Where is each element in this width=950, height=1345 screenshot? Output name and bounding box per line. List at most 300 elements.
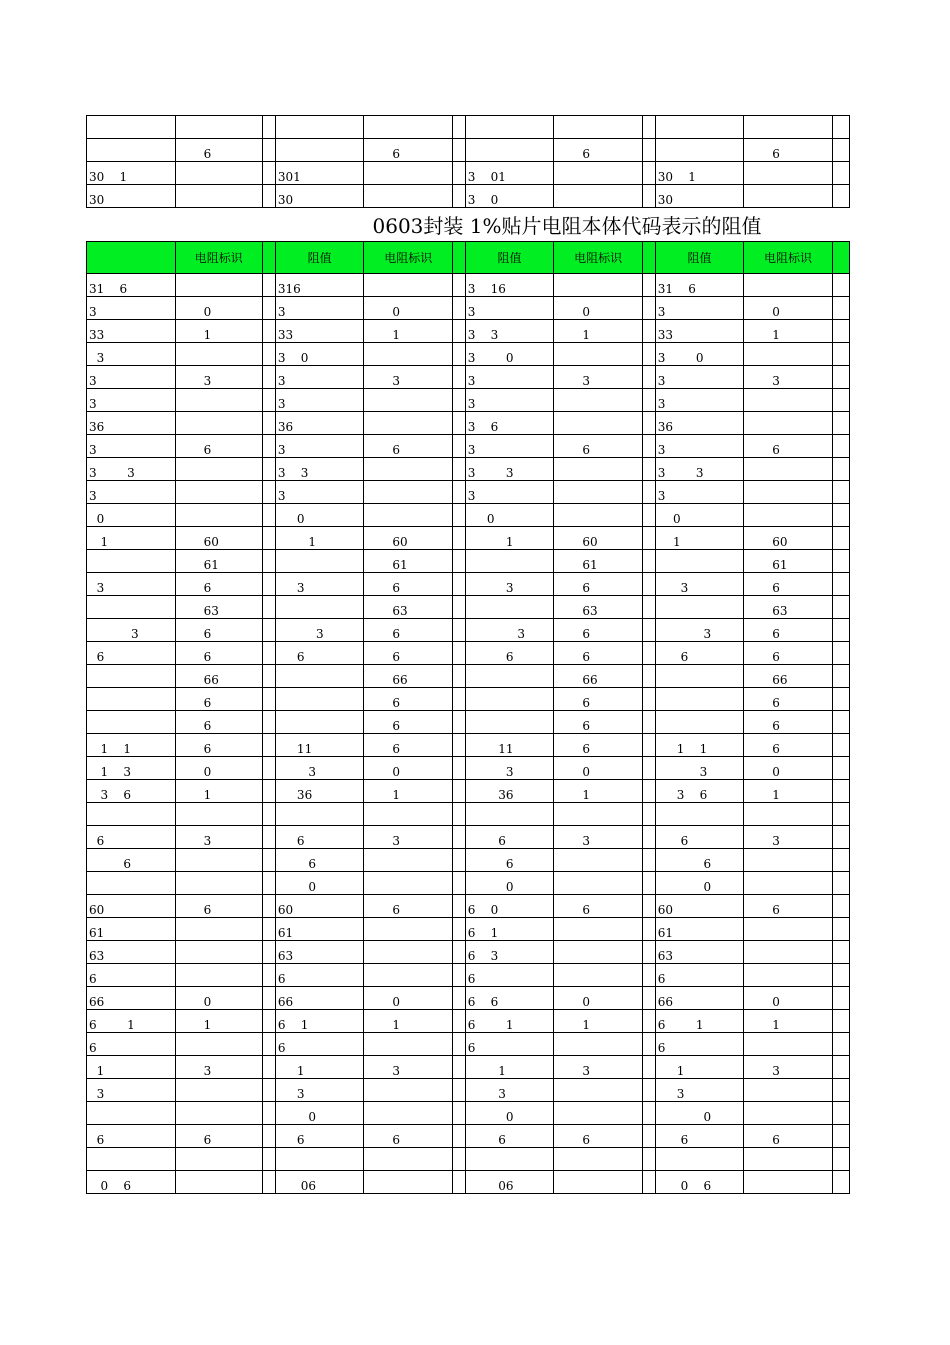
table-cell[interactable] bbox=[832, 619, 849, 642]
table-cell[interactable] bbox=[554, 162, 643, 185]
table-cell[interactable] bbox=[263, 826, 276, 849]
table-cell[interactable]: 6 bbox=[175, 139, 263, 162]
table-cell[interactable]: 6 bbox=[175, 734, 263, 757]
table-cell[interactable] bbox=[263, 527, 276, 550]
table-cell[interactable] bbox=[832, 688, 849, 711]
table-cell[interactable]: 3 bbox=[465, 297, 554, 320]
table-cell[interactable] bbox=[452, 941, 465, 964]
table-cell[interactable] bbox=[832, 849, 849, 872]
table-cell[interactable] bbox=[642, 987, 655, 1010]
table-cell[interactable]: 06 bbox=[465, 1171, 554, 1194]
table-cell[interactable]: 0 bbox=[175, 757, 263, 780]
table-cell[interactable]: 3 bbox=[465, 619, 554, 642]
table-cell[interactable]: 6 bbox=[364, 734, 453, 757]
table-cell[interactable]: 61 bbox=[275, 918, 364, 941]
table-cell[interactable] bbox=[832, 185, 849, 208]
table-cell[interactable] bbox=[452, 757, 465, 780]
table-cell[interactable]: 6 bbox=[465, 1033, 554, 1056]
table-cell[interactable] bbox=[655, 139, 744, 162]
table-cell[interactable]: 6 bbox=[275, 1125, 364, 1148]
table-cell[interactable] bbox=[832, 274, 849, 297]
table-cell[interactable]: 0 bbox=[364, 987, 453, 1010]
table-cell[interactable]: 6 bbox=[744, 619, 833, 642]
table-cell[interactable]: 60 bbox=[364, 527, 453, 550]
table-cell[interactable]: 6 bbox=[364, 573, 453, 596]
table-cell[interactable] bbox=[554, 1171, 643, 1194]
table-cell[interactable] bbox=[263, 1125, 276, 1148]
table-cell[interactable] bbox=[744, 343, 833, 366]
table-cell[interactable]: 3 bbox=[655, 435, 744, 458]
table-cell[interactable]: 3 bbox=[465, 757, 554, 780]
table-cell[interactable]: 11 bbox=[465, 734, 554, 757]
table-cell[interactable]: 3 bbox=[87, 389, 176, 412]
table-cell[interactable] bbox=[744, 803, 833, 826]
table-cell[interactable]: 3 bbox=[554, 366, 643, 389]
table-cell[interactable] bbox=[364, 185, 453, 208]
table-cell[interactable]: 6 bbox=[364, 1125, 453, 1148]
table-cell[interactable]: 6 bbox=[655, 1125, 744, 1148]
table-cell[interactable]: 0 bbox=[554, 987, 643, 1010]
table-cell[interactable]: 60 bbox=[744, 527, 833, 550]
table-cell[interactable] bbox=[364, 343, 453, 366]
table-cell[interactable] bbox=[832, 803, 849, 826]
table-cell[interactable]: 6 bbox=[744, 573, 833, 596]
table-cell[interactable] bbox=[175, 1171, 263, 1194]
table-cell[interactable] bbox=[642, 803, 655, 826]
table-cell[interactable] bbox=[465, 596, 554, 619]
table-cell[interactable] bbox=[175, 412, 263, 435]
table-cell[interactable] bbox=[452, 573, 465, 596]
table-cell[interactable] bbox=[655, 688, 744, 711]
table-cell[interactable] bbox=[554, 116, 643, 139]
table-cell[interactable]: 60 bbox=[175, 527, 263, 550]
table-cell[interactable] bbox=[642, 918, 655, 941]
table-cell[interactable] bbox=[744, 964, 833, 987]
table-cell[interactable]: 11 bbox=[275, 734, 364, 757]
table-cell[interactable] bbox=[87, 139, 176, 162]
table-cell[interactable] bbox=[263, 481, 276, 504]
table-cell[interactable] bbox=[832, 139, 849, 162]
table-cell[interactable] bbox=[832, 1148, 849, 1171]
table-cell[interactable] bbox=[263, 688, 276, 711]
table-cell[interactable] bbox=[175, 481, 263, 504]
table-cell[interactable]: 3 0 bbox=[655, 343, 744, 366]
table-cell[interactable]: 6 bbox=[554, 619, 643, 642]
table-cell[interactable]: 6 bbox=[175, 895, 263, 918]
table-cell[interactable]: 6 bbox=[465, 1125, 554, 1148]
table-cell[interactable]: 6 bbox=[655, 642, 744, 665]
table-cell[interactable]: 36 bbox=[275, 780, 364, 803]
table-cell[interactable] bbox=[175, 389, 263, 412]
table-cell[interactable]: 3 16 bbox=[465, 274, 554, 297]
table-cell[interactable]: 1 bbox=[175, 780, 263, 803]
table-cell[interactable] bbox=[642, 274, 655, 297]
table-cell[interactable] bbox=[452, 596, 465, 619]
table-cell[interactable]: 66 bbox=[364, 665, 453, 688]
table-cell[interactable] bbox=[263, 162, 276, 185]
table-cell[interactable] bbox=[655, 596, 744, 619]
table-cell[interactable]: 36 bbox=[655, 412, 744, 435]
table-cell[interactable]: 3 bbox=[275, 619, 364, 642]
table-cell[interactable]: 0 bbox=[655, 504, 744, 527]
table-cell[interactable]: 6 bbox=[364, 895, 453, 918]
table-cell[interactable]: 3 01 bbox=[465, 162, 554, 185]
table-cell[interactable]: 6 bbox=[175, 688, 263, 711]
table-cell[interactable]: 6 bbox=[275, 1033, 364, 1056]
table-cell[interactable] bbox=[364, 849, 453, 872]
table-cell[interactable] bbox=[465, 803, 554, 826]
table-cell[interactable] bbox=[554, 458, 643, 481]
table-cell[interactable] bbox=[452, 1171, 465, 1194]
table-cell[interactable] bbox=[744, 1171, 833, 1194]
table-cell[interactable]: 3 0 bbox=[275, 343, 364, 366]
table-cell[interactable] bbox=[364, 458, 453, 481]
table-cell[interactable]: 3 bbox=[175, 826, 263, 849]
table-cell[interactable]: 6 bbox=[744, 642, 833, 665]
table-cell[interactable] bbox=[642, 389, 655, 412]
table-cell[interactable]: 6 6 bbox=[465, 987, 554, 1010]
table-cell[interactable] bbox=[832, 504, 849, 527]
table-cell[interactable] bbox=[642, 826, 655, 849]
table-cell[interactable]: 63 bbox=[655, 941, 744, 964]
table-cell[interactable]: 3 6 bbox=[87, 780, 176, 803]
table-cell[interactable]: 3 bbox=[175, 1056, 263, 1079]
table-cell[interactable] bbox=[452, 918, 465, 941]
table-cell[interactable] bbox=[832, 412, 849, 435]
table-cell[interactable]: 6 bbox=[87, 642, 176, 665]
table-cell[interactable] bbox=[87, 711, 176, 734]
table-cell[interactable]: 60 bbox=[655, 895, 744, 918]
table-cell[interactable] bbox=[263, 412, 276, 435]
table-cell[interactable]: 3 bbox=[744, 826, 833, 849]
table-cell[interactable] bbox=[275, 711, 364, 734]
table-cell[interactable] bbox=[642, 343, 655, 366]
table-cell[interactable] bbox=[263, 803, 276, 826]
table-cell[interactable] bbox=[175, 458, 263, 481]
table-cell[interactable] bbox=[554, 964, 643, 987]
table-cell[interactable]: 6 1 bbox=[87, 1010, 176, 1033]
table-cell[interactable]: 6 bbox=[364, 688, 453, 711]
table-cell[interactable] bbox=[554, 1033, 643, 1056]
table-cell[interactable] bbox=[832, 642, 849, 665]
table-cell[interactable] bbox=[744, 1148, 833, 1171]
table-cell[interactable] bbox=[642, 1171, 655, 1194]
table-cell[interactable] bbox=[364, 1033, 453, 1056]
table-cell[interactable] bbox=[263, 435, 276, 458]
table-cell[interactable] bbox=[87, 550, 176, 573]
table-cell[interactable]: 6 bbox=[364, 435, 453, 458]
table-cell[interactable] bbox=[263, 139, 276, 162]
table-cell[interactable]: 6 bbox=[87, 826, 176, 849]
table-cell[interactable] bbox=[832, 435, 849, 458]
table-cell[interactable] bbox=[263, 366, 276, 389]
table-cell[interactable] bbox=[452, 1079, 465, 1102]
table-cell[interactable]: 6 bbox=[87, 1033, 176, 1056]
table-cell[interactable]: 1 bbox=[364, 320, 453, 343]
table-cell[interactable] bbox=[175, 116, 263, 139]
table-cell[interactable]: 3 bbox=[87, 435, 176, 458]
table-cell[interactable] bbox=[275, 665, 364, 688]
table-cell[interactable]: 3 bbox=[554, 1056, 643, 1079]
table-cell[interactable] bbox=[275, 803, 364, 826]
table-cell[interactable] bbox=[554, 412, 643, 435]
table-cell[interactable] bbox=[642, 596, 655, 619]
table-cell[interactable] bbox=[87, 665, 176, 688]
table-cell[interactable] bbox=[465, 550, 554, 573]
table-cell[interactable] bbox=[452, 826, 465, 849]
table-cell[interactable] bbox=[175, 964, 263, 987]
table-cell[interactable] bbox=[452, 895, 465, 918]
table-cell[interactable] bbox=[832, 987, 849, 1010]
table-cell[interactable] bbox=[642, 185, 655, 208]
table-cell[interactable]: 6 bbox=[465, 642, 554, 665]
table-cell[interactable]: 1 bbox=[364, 1010, 453, 1033]
table-cell[interactable]: 3 bbox=[87, 573, 176, 596]
table-cell[interactable]: 30 1 bbox=[655, 162, 744, 185]
table-cell[interactable] bbox=[452, 711, 465, 734]
table-cell[interactable] bbox=[364, 481, 453, 504]
table-cell[interactable]: 6 bbox=[364, 139, 453, 162]
table-cell[interactable] bbox=[452, 343, 465, 366]
table-cell[interactable]: 6 bbox=[465, 849, 554, 872]
table-cell[interactable]: 3 bbox=[655, 297, 744, 320]
table-cell[interactable] bbox=[465, 688, 554, 711]
table-cell[interactable]: 0 bbox=[364, 757, 453, 780]
table-cell[interactable] bbox=[87, 1102, 176, 1125]
table-cell[interactable]: 3 0 bbox=[465, 343, 554, 366]
table-cell[interactable]: 1 1 bbox=[655, 734, 744, 757]
table-cell[interactable] bbox=[263, 734, 276, 757]
table-cell[interactable]: 3 bbox=[87, 619, 176, 642]
table-cell[interactable] bbox=[87, 688, 176, 711]
table-cell[interactable] bbox=[87, 872, 176, 895]
table-cell[interactable] bbox=[744, 849, 833, 872]
table-cell[interactable] bbox=[554, 872, 643, 895]
table-cell[interactable] bbox=[452, 527, 465, 550]
table-cell[interactable]: 6 bbox=[364, 619, 453, 642]
table-cell[interactable]: 6 bbox=[175, 573, 263, 596]
table-cell[interactable] bbox=[642, 1079, 655, 1102]
table-cell[interactable] bbox=[832, 1125, 849, 1148]
table-cell[interactable]: 6 bbox=[554, 1125, 643, 1148]
table-cell[interactable] bbox=[263, 941, 276, 964]
table-cell[interactable]: 0 bbox=[744, 757, 833, 780]
table-cell[interactable]: 3 bbox=[655, 389, 744, 412]
table-cell[interactable] bbox=[744, 941, 833, 964]
table-cell[interactable]: 33 bbox=[655, 320, 744, 343]
table-cell[interactable] bbox=[832, 1079, 849, 1102]
table-cell[interactable]: 6 bbox=[275, 642, 364, 665]
table-cell[interactable]: 63 bbox=[744, 596, 833, 619]
table-cell[interactable]: 6 bbox=[364, 711, 453, 734]
table-cell[interactable] bbox=[263, 665, 276, 688]
table-cell[interactable] bbox=[452, 987, 465, 1010]
table-cell[interactable]: 36 bbox=[465, 780, 554, 803]
table-cell[interactable] bbox=[452, 964, 465, 987]
table-cell[interactable] bbox=[832, 964, 849, 987]
table-cell[interactable]: 0 bbox=[655, 1102, 744, 1125]
table-cell[interactable]: 1 bbox=[744, 780, 833, 803]
table-cell[interactable] bbox=[452, 688, 465, 711]
table-cell[interactable]: 1 bbox=[655, 1056, 744, 1079]
table-cell[interactable] bbox=[554, 185, 643, 208]
table-cell[interactable] bbox=[554, 1079, 643, 1102]
table-cell[interactable]: 1 bbox=[554, 320, 643, 343]
table-cell[interactable]: 3 bbox=[87, 343, 176, 366]
table-cell[interactable] bbox=[655, 711, 744, 734]
table-cell[interactable] bbox=[642, 366, 655, 389]
table-cell[interactable]: 61 bbox=[364, 550, 453, 573]
table-cell[interactable] bbox=[642, 1148, 655, 1171]
table-cell[interactable] bbox=[832, 343, 849, 366]
table-cell[interactable] bbox=[832, 665, 849, 688]
table-cell[interactable] bbox=[642, 941, 655, 964]
table-cell[interactable] bbox=[642, 527, 655, 550]
table-cell[interactable] bbox=[175, 803, 263, 826]
table-cell[interactable] bbox=[452, 504, 465, 527]
table-cell[interactable]: 3 bbox=[87, 481, 176, 504]
table-cell[interactable] bbox=[175, 918, 263, 941]
table-cell[interactable]: 1 bbox=[364, 780, 453, 803]
table-cell[interactable]: 3 bbox=[655, 757, 744, 780]
table-cell[interactable] bbox=[744, 872, 833, 895]
table-cell[interactable]: 6 bbox=[554, 642, 643, 665]
table-cell[interactable] bbox=[452, 297, 465, 320]
table-cell[interactable] bbox=[87, 596, 176, 619]
table-cell[interactable] bbox=[364, 1102, 453, 1125]
table-cell[interactable] bbox=[263, 504, 276, 527]
table-cell[interactable]: 3 bbox=[744, 1056, 833, 1079]
table-cell[interactable] bbox=[832, 297, 849, 320]
table-cell[interactable] bbox=[744, 162, 833, 185]
table-cell[interactable]: 30 bbox=[655, 185, 744, 208]
table-cell[interactable] bbox=[263, 320, 276, 343]
table-cell[interactable]: 6 0 bbox=[465, 895, 554, 918]
table-cell[interactable]: 0 bbox=[275, 504, 364, 527]
table-cell[interactable] bbox=[744, 389, 833, 412]
table-cell[interactable]: 66 bbox=[275, 987, 364, 1010]
table-cell[interactable]: 0 bbox=[744, 297, 833, 320]
table-cell[interactable] bbox=[642, 1056, 655, 1079]
table-cell[interactable]: 6 bbox=[744, 1125, 833, 1148]
table-cell[interactable] bbox=[554, 918, 643, 941]
table-cell[interactable]: 6 bbox=[655, 826, 744, 849]
table-cell[interactable]: 63 bbox=[175, 596, 263, 619]
table-cell[interactable] bbox=[744, 116, 833, 139]
table-cell[interactable]: 61 bbox=[554, 550, 643, 573]
table-cell[interactable]: 6 bbox=[364, 642, 453, 665]
table-cell[interactable] bbox=[452, 642, 465, 665]
table-cell[interactable]: 3 bbox=[465, 366, 554, 389]
table-cell[interactable]: 36 bbox=[275, 412, 364, 435]
table-cell[interactable] bbox=[642, 964, 655, 987]
table-cell[interactable] bbox=[364, 964, 453, 987]
table-cell[interactable]: 6 bbox=[554, 711, 643, 734]
table-cell[interactable]: 0 6 bbox=[655, 1171, 744, 1194]
table-cell[interactable] bbox=[642, 1010, 655, 1033]
table-cell[interactable] bbox=[642, 1102, 655, 1125]
table-cell[interactable] bbox=[263, 619, 276, 642]
table-cell[interactable]: 30 bbox=[275, 185, 364, 208]
table-cell[interactable]: 6 bbox=[744, 711, 833, 734]
table-cell[interactable]: 66 bbox=[554, 665, 643, 688]
table-cell[interactable]: 3 6 bbox=[465, 412, 554, 435]
table-cell[interactable] bbox=[263, 1148, 276, 1171]
table-cell[interactable] bbox=[832, 918, 849, 941]
table-cell[interactable] bbox=[263, 1010, 276, 1033]
table-cell[interactable] bbox=[642, 849, 655, 872]
table-cell[interactable] bbox=[452, 116, 465, 139]
table-cell[interactable] bbox=[175, 274, 263, 297]
table-cell[interactable]: 6 bbox=[275, 849, 364, 872]
table-cell[interactable]: 3 bbox=[275, 366, 364, 389]
table-cell[interactable] bbox=[642, 162, 655, 185]
table-cell[interactable] bbox=[275, 116, 364, 139]
table-cell[interactable]: 61 bbox=[87, 918, 176, 941]
table-cell[interactable]: 61 bbox=[655, 918, 744, 941]
table-cell[interactable]: 1 bbox=[744, 320, 833, 343]
table-cell[interactable] bbox=[655, 1148, 744, 1171]
table-cell[interactable]: 6 3 bbox=[465, 941, 554, 964]
table-cell[interactable] bbox=[263, 1033, 276, 1056]
table-cell[interactable] bbox=[655, 116, 744, 139]
table-cell[interactable]: 3 0 bbox=[465, 185, 554, 208]
table-cell[interactable] bbox=[832, 481, 849, 504]
table-cell[interactable] bbox=[832, 1056, 849, 1079]
table-cell[interactable]: 301 bbox=[275, 162, 364, 185]
table-cell[interactable]: 3 bbox=[364, 826, 453, 849]
table-cell[interactable]: 3 bbox=[275, 1079, 364, 1102]
table-cell[interactable] bbox=[175, 1148, 263, 1171]
table-cell[interactable] bbox=[744, 458, 833, 481]
table-cell[interactable] bbox=[263, 780, 276, 803]
table-cell[interactable]: 0 bbox=[87, 504, 176, 527]
table-cell[interactable] bbox=[642, 504, 655, 527]
table-cell[interactable]: 60 bbox=[87, 895, 176, 918]
table-cell[interactable] bbox=[263, 185, 276, 208]
table-cell[interactable]: 3 bbox=[364, 366, 453, 389]
table-cell[interactable] bbox=[263, 1079, 276, 1102]
table-cell[interactable]: 6 bbox=[554, 688, 643, 711]
table-cell[interactable] bbox=[263, 274, 276, 297]
table-cell[interactable] bbox=[554, 1102, 643, 1125]
table-cell[interactable] bbox=[175, 1079, 263, 1102]
table-cell[interactable] bbox=[744, 504, 833, 527]
table-cell[interactable]: 36 bbox=[87, 412, 176, 435]
table-cell[interactable] bbox=[175, 849, 263, 872]
table-cell[interactable]: 1 3 bbox=[87, 757, 176, 780]
table-cell[interactable] bbox=[642, 734, 655, 757]
table-cell[interactable] bbox=[263, 596, 276, 619]
table-cell[interactable] bbox=[744, 918, 833, 941]
table-cell[interactable] bbox=[452, 185, 465, 208]
table-cell[interactable]: 3 bbox=[655, 481, 744, 504]
table-cell[interactable] bbox=[364, 389, 453, 412]
table-cell[interactable] bbox=[744, 1102, 833, 1125]
table-cell[interactable]: 6 bbox=[554, 435, 643, 458]
table-cell[interactable]: 1 bbox=[275, 527, 364, 550]
table-cell[interactable] bbox=[263, 849, 276, 872]
table-cell[interactable] bbox=[175, 1033, 263, 1056]
table-cell[interactable]: 6 bbox=[554, 573, 643, 596]
table-cell[interactable]: 0 bbox=[465, 872, 554, 895]
table-cell[interactable] bbox=[744, 412, 833, 435]
table-cell[interactable]: 3 bbox=[275, 389, 364, 412]
table-cell[interactable] bbox=[554, 389, 643, 412]
table-cell[interactable]: 6 bbox=[655, 1033, 744, 1056]
table-cell[interactable] bbox=[642, 573, 655, 596]
table-cell[interactable]: 1 1 bbox=[87, 734, 176, 757]
